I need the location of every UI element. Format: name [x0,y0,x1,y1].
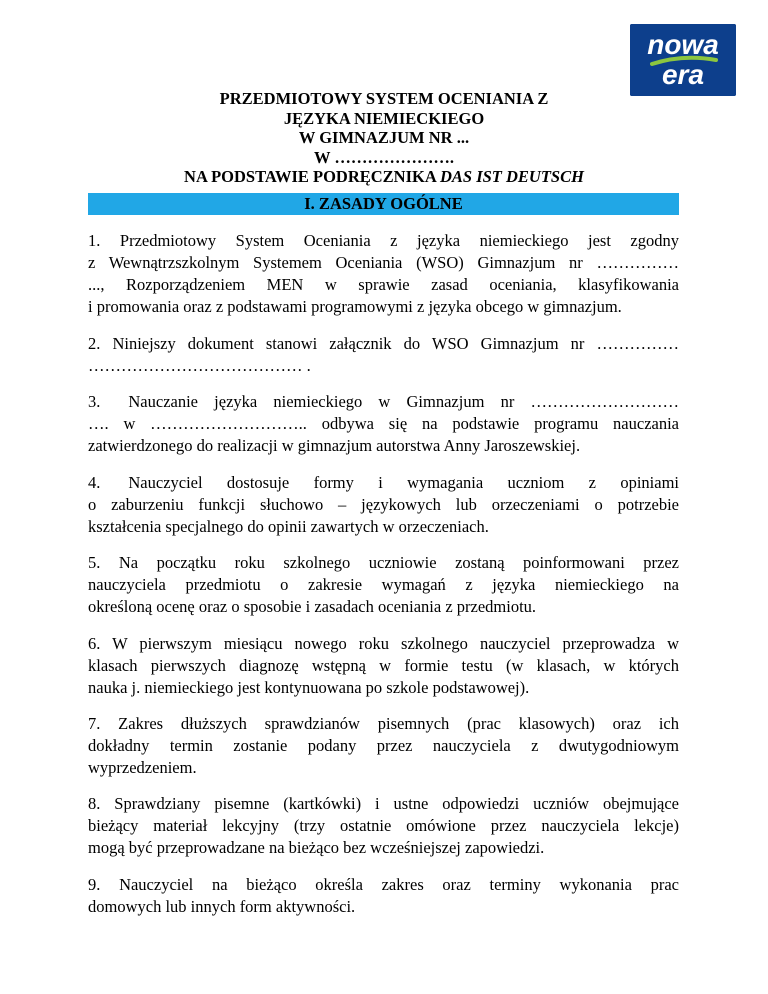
paragraph-line: i promowania oraz z podstawami programowymi z języka obcego w gimnazjum. [88,297,622,316]
title-line-3: W GIMNAZJUM NR ... [298,128,470,147]
title-textbook-name: DAS IST DEUTSCH [439,167,584,186]
paragraph-line: zatwierdzonego do realizacji w gimnazjum autorstwa Anny Jaroszewskiej. [88,436,581,455]
paragraph-line: nauka j. niemieckiego jest kontynuowana po szkole podstawowej). [88,678,530,697]
paragraph-text: Nauczanie języka niemieckiego w Gimnazjum nr ……………………… [128,392,679,411]
paragraph-line: 9. Nauczyciel na bieżąco określa zakres oraz terminy wykonania prac [88,875,679,894]
paragraph-line: wyprzedzeniem. [88,758,197,777]
paragraph-line: 7. Zakres dłuższych sprawdzianów pisemnych (prac klasowych) oraz ich [88,714,679,733]
paragraph-line [88,472,679,494]
title-line-5 [120,167,648,187]
paragraph-8 [88,793,679,859]
paragraph-line: dokładny termin zostanie podany przez nauczyciela z dwutygodniowym [88,736,679,755]
paragraph-5 [88,552,679,618]
paragraph-line: klasach pierwszych diagnozę wstępną w formie testu (w klasach, w których [88,656,679,675]
paragraph-line: …. w ……………………….. odbywa się na podstawie programu nauczania [88,414,679,433]
paragraph-line: ………………………………… . [88,356,311,375]
title-line-5-prefix: NA PODSTAWIE PODRĘCZNIKA [184,167,440,186]
paragraph-number: 3. [88,392,101,411]
paragraph-line: 2. Niniejszy dokument stanowi załącznik do WSO Gimnazjum nr …………… [88,334,679,353]
paragraph-6 [88,633,679,699]
paragraph-4 [88,472,679,538]
paragraph-line: 1. Przedmiotowy System Oceniania z języka niemieckiego jest zgodny [88,231,679,250]
paragraph-7 [88,713,679,779]
nowa-era-logo [630,24,736,96]
document-title [120,89,648,187]
paragraph-line: z Wewnątrzszkolnym Systemem Oceniania (WSO) Gimnazjum nr …………… [88,253,679,272]
paragraph-line: ..., Rozporządzeniem MEN w sprawie zasad oceniania, klasyfikowania [88,275,679,294]
paragraph-line: 6. W pierwszym miesiącu nowego roku szkolnego nauczyciel przeprowadza w [88,634,679,653]
paragraph-line: określoną ocenę oraz o sposobie i zasadach oceniania z przedmiotu. [88,597,537,616]
title-line-2: JĘZYKA NIEMIECKIEGO [283,108,485,128]
paragraph-line: nauczyciela przedmiotu o zakresie wymagań z języka niemieckiego na [88,575,679,594]
paragraph-3 [88,391,679,457]
paragraph-line: 5. Na początku roku szkolnego uczniowie zostaną poinformowani przez [88,553,679,572]
paragraph-line: o zaburzeniu funkcji słuchowo – językowych lub orzeczeniami o potrzebie [88,495,679,514]
paragraph-1 [88,230,679,318]
paragraph-line [88,391,679,413]
paragraph-2 [88,333,679,377]
logo-graphic [630,24,736,96]
paragraph-line: bieżący materiał lekcyjny (trzy ostatnie omówione przez nauczyciela lekcje) [88,816,679,835]
paragraph-line: mogą być przeprowadzane na bieżąco bez wcześniejszej zapowiedzi. [88,838,545,857]
paragraph-line: 8. Sprawdziany pisemne (kartkówki) i ustne odpowiedzi uczniów obejmujące [88,794,679,813]
paragraph-line: kształcenia specjalnego do opinii zawartych w orzeczeniach. [88,517,489,536]
section-heading: I. ZASADY OGÓLNE [88,193,679,215]
logo-text-line2: era [661,59,705,90]
paragraph-text: Nauczyciel dostosuje formy i wymagania uczniom z opiniami [128,473,679,492]
paragraph-number: 4. [88,473,101,492]
paragraph-9 [88,874,679,918]
title-line-4: W …………………. [314,147,454,167]
logo-text-line1: nowa [647,29,719,60]
title-line-1: PRZEDMIOTOWY SYSTEM OCENIANIA Z [219,89,549,108]
paragraph-line: domowych lub innych form aktywności. [88,897,356,916]
